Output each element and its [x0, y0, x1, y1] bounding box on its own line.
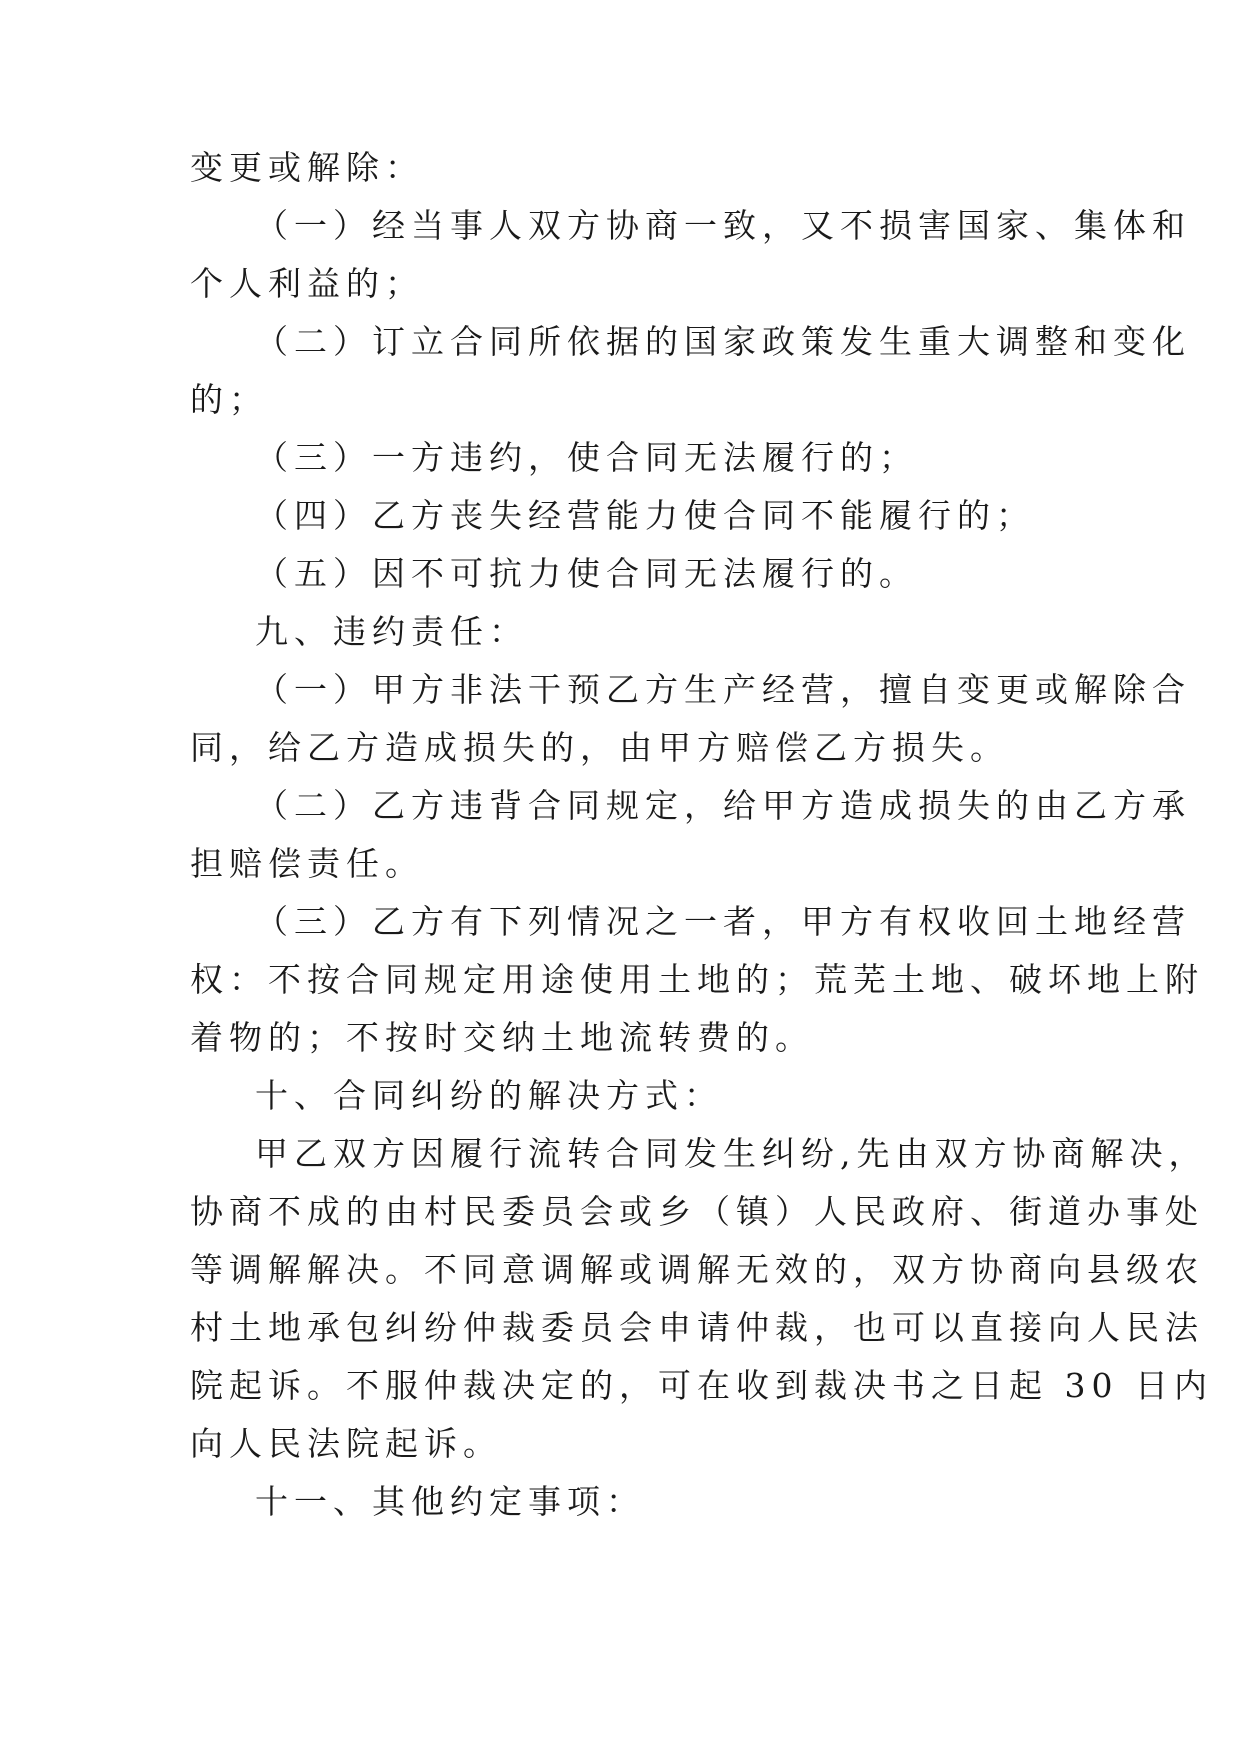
text-line-7: （四）乙方丧失经营能力使合同不能履行的；: [255, 496, 1035, 535]
text-line-6: （三）一方违约，使合同无法履行的；: [255, 438, 918, 477]
text-line-18: 甲乙双方因履行流转合同发生纠纷,先由双方协商解决，: [255, 1134, 1208, 1173]
text-line-3: 个人利益的；: [190, 264, 424, 303]
text-line-16: 着物的；不按时交纳土地流转费的。: [190, 1018, 814, 1057]
text-line-2: （一）经当事人双方协商一致，又不损害国家、集体和: [255, 206, 1191, 245]
section-heading-11: 十一、其他约定事项：: [255, 1482, 645, 1521]
text-line-22: 院起诉。不服仲裁决定的，可在收到裁决书之日起 30 日内: [190, 1366, 1213, 1405]
text-line-4: （二）订立合同所依据的国家政策发生重大调整和变化: [255, 322, 1191, 361]
text-line-14: （三）乙方有下列情况之一者，甲方有权收回土地经营: [255, 902, 1191, 941]
text-line-11: 同，给乙方造成损失的，由甲方赔偿乙方损失。: [190, 728, 1009, 767]
text-line-23: 向人民法院起诉。: [190, 1424, 502, 1463]
text-line-20: 等调解解决。不同意调解或调解无效的，双方协商向县级农: [190, 1250, 1204, 1289]
text-line-5: 的；: [190, 380, 268, 419]
text-line-1: 变更或解除：: [190, 148, 424, 187]
text-line-13: 担赔偿责任。: [190, 844, 424, 883]
text-line-19: 协商不成的由村民委员会或乡（镇）人民政府、街道办事处: [190, 1192, 1204, 1231]
section-heading-10: 十、合同纠纷的解决方式：: [255, 1076, 723, 1115]
text-line-10: （一）甲方非法干预乙方生产经营，擅自变更或解除合: [255, 670, 1191, 709]
text-line-15: 权：不按合同规定用途使用土地的；荒芜土地、破坏地上附: [190, 960, 1204, 999]
text-line-21: 村土地承包纠纷仲裁委员会申请仲裁，也可以直接向人民法: [190, 1308, 1204, 1347]
section-heading-9: 九、违约责任：: [255, 612, 528, 651]
text-line-8: （五）因不可抗力使合同无法履行的。: [255, 554, 918, 593]
text-line-12: （二）乙方违背合同规定，给甲方造成损失的由乙方承: [255, 786, 1191, 825]
